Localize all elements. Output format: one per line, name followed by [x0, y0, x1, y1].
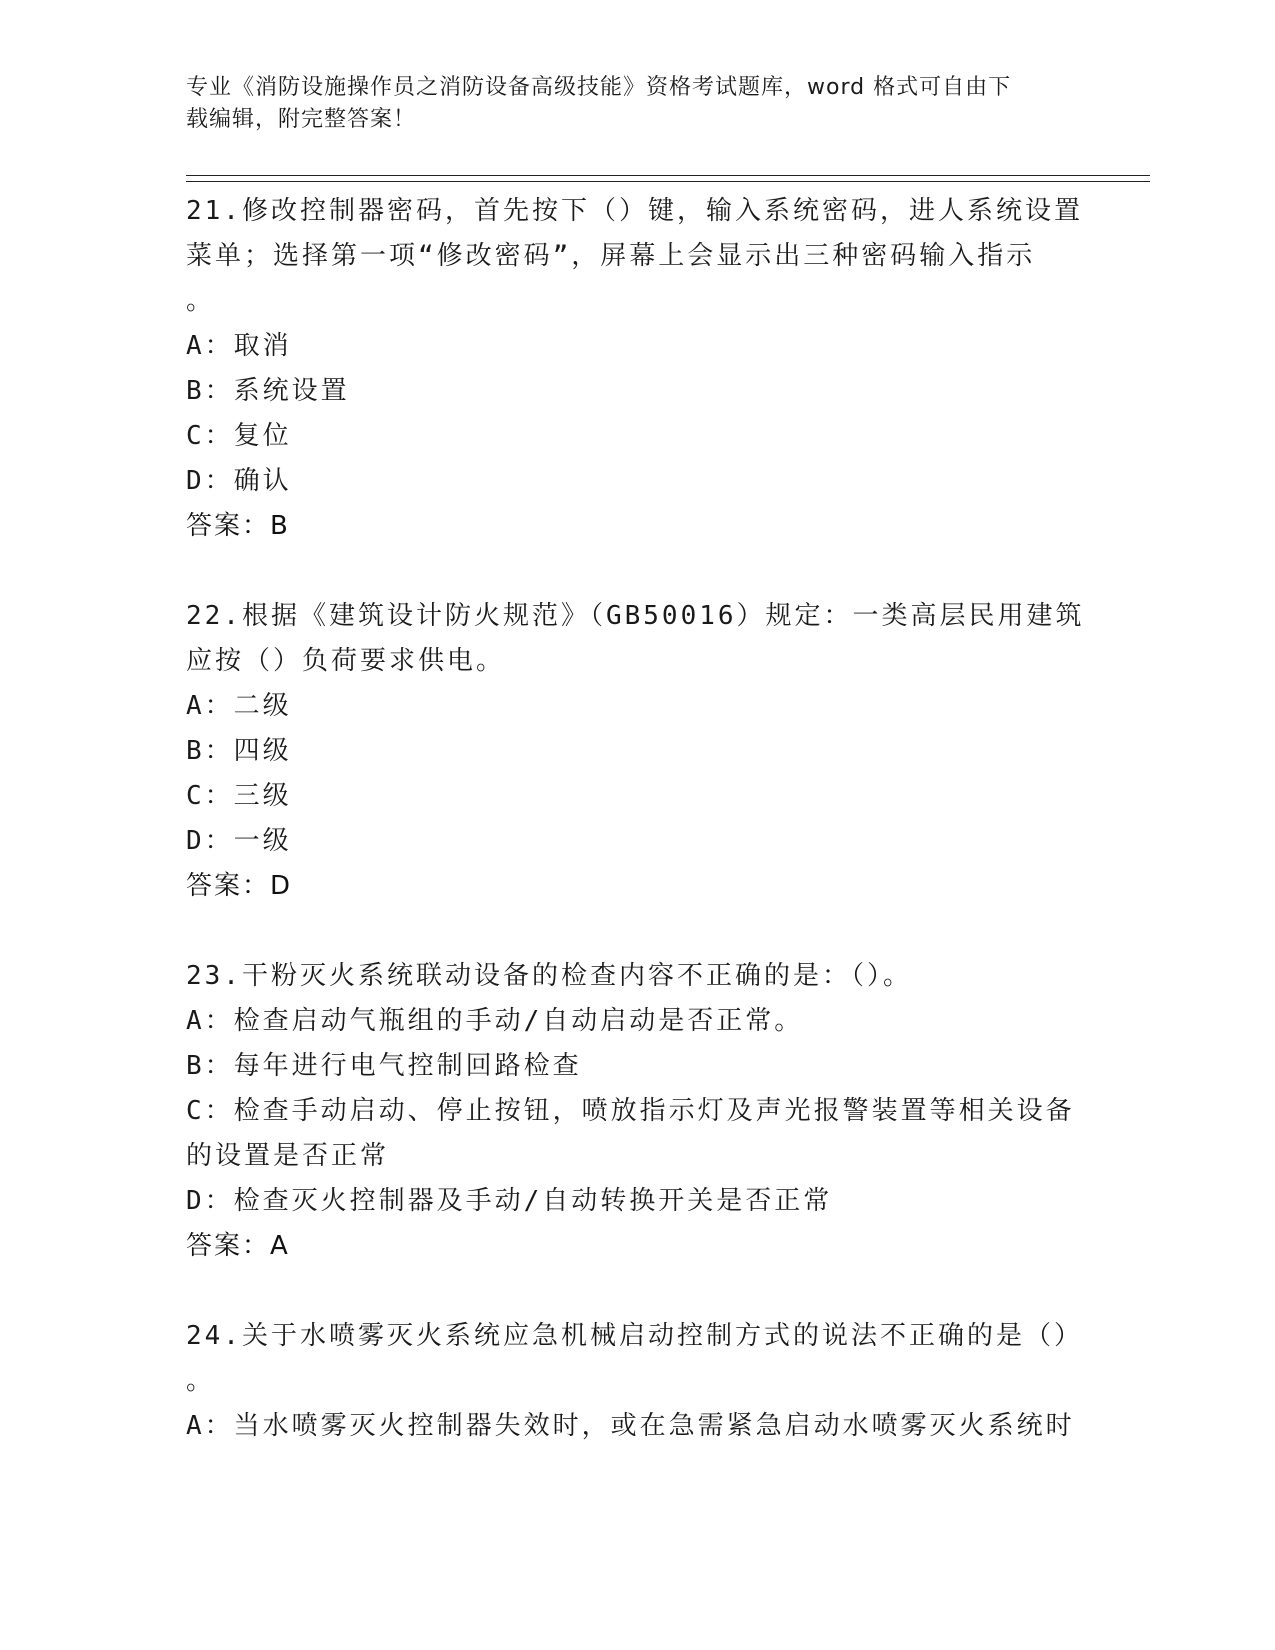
document-header	[186, 72, 1066, 136]
question-block	[186, 1314, 1086, 1449]
header-line-2: 载编辑，附完整答案！	[186, 107, 417, 132]
question-block	[186, 189, 1086, 594]
question-block	[186, 594, 1086, 954]
option-line: A：二级	[186, 691, 292, 721]
option-line: A：取消	[186, 331, 292, 361]
question-spacer	[186, 549, 1086, 594]
question-stem-line: 22.根据《建筑设计防火规范》（GB50016）规定：一类高层民用建筑	[186, 601, 1085, 631]
question-stem-line: 。	[186, 286, 216, 316]
header-rule-top	[186, 175, 1150, 176]
question-spacer	[186, 1269, 1086, 1314]
question-stem-line: 菜单；选择第一项“修改密码”，屏幕上会显示出三种密码输入指示	[186, 241, 1036, 271]
question-stem-line: 21.修改控制器密码，首先按下（）键，输入系统密码，进人系统设置	[186, 196, 1083, 226]
answer-line: 答案：B	[186, 511, 290, 541]
header-line-1: 专业《消防设施操作员之消防设备高级技能》资格考试题库，word 格式可自由下	[186, 75, 1012, 100]
option-line: C：复位	[186, 421, 292, 451]
option-line: B：四级	[186, 736, 292, 766]
option-line: D：一级	[186, 826, 292, 856]
question-stem-line: 。	[186, 1366, 216, 1396]
answer-line: 答案：A	[186, 1231, 290, 1261]
option-line: 的设置是否正常	[186, 1141, 390, 1171]
option-line: B：每年进行电气控制回路检查	[186, 1051, 582, 1081]
option-line: C：检查手动启动、停止按钮，喷放指示灯及声光报警装置等相关设备	[186, 1096, 1075, 1126]
question-block	[186, 954, 1086, 1314]
header-rule-bottom	[186, 181, 1150, 182]
option-line: D：检查灭火控制器及手动/自动转换开关是否正常	[186, 1186, 833, 1216]
option-line: C：三级	[186, 781, 292, 811]
option-line: B：系统设置	[186, 376, 350, 406]
option-line: A：当水喷雾灭火控制器失效时，或在急需紧急启动水喷雾灭火系统时	[186, 1411, 1075, 1441]
question-list	[186, 189, 1086, 1449]
question-stem-line: 应按（）负荷要求供电。	[186, 646, 506, 676]
question-stem-line: 23.干粉灭火系统联动设备的检查内容不正确的是：（）。	[186, 961, 912, 991]
question-spacer	[186, 909, 1086, 954]
option-line: D：确认	[186, 466, 292, 496]
question-stem-line: 24.关于水喷雾灭火系统应急机械启动控制方式的说法不正确的是（）	[186, 1321, 1083, 1351]
option-line: A：检查启动气瓶组的手动/自动启动是否正常。	[186, 1006, 804, 1036]
answer-line: 答案：D	[186, 871, 293, 901]
